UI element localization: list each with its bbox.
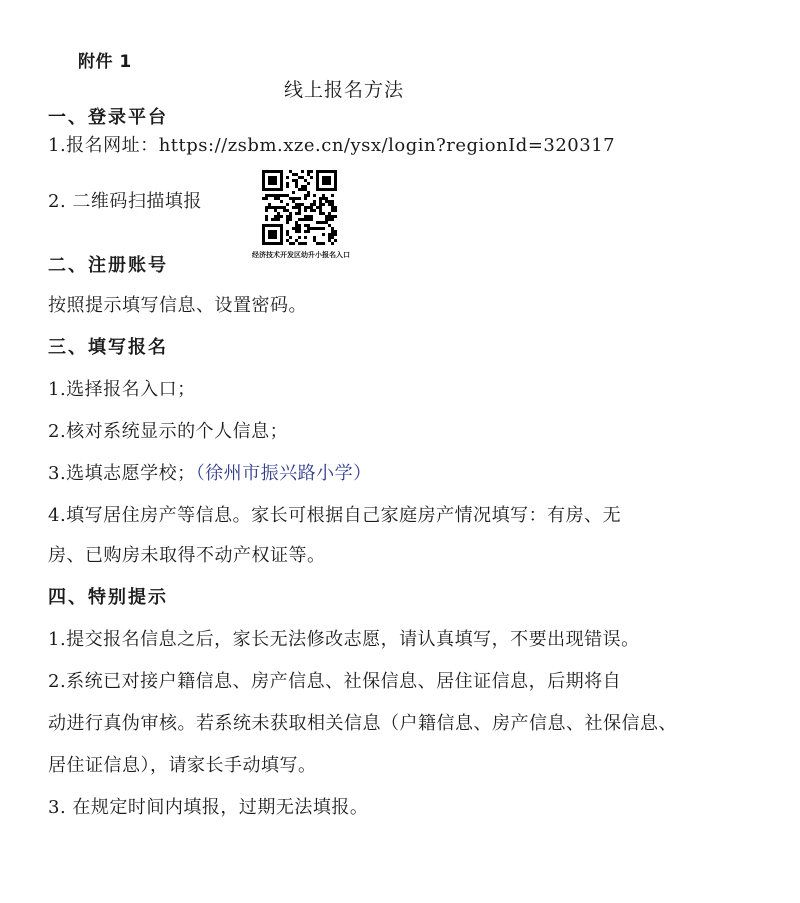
step-item-4-line2: 房、已购房未取得不动产权证等。 — [48, 545, 326, 566]
step-item-3 — [48, 462, 372, 486]
notice-item-2-line3: 居住证信息），请家长手动填写。 — [48, 755, 317, 776]
page-title: 线上报名方法 — [284, 79, 405, 101]
section4-heading: 四、特别提示 — [48, 587, 168, 608]
notice-item-2-line2: 动进行真伪审核。若系统未获取相关信息（户籍信息、房产信息、社保信息、 — [48, 713, 677, 734]
notice-item-3: 3. 在规定时间内填报，过期无法填报。 — [48, 797, 369, 818]
step-item-2: 2.核对系统显示的个人信息； — [48, 421, 289, 442]
qr-code — [244, 168, 356, 262]
notice-item-2-line1: 2.系统已对接户籍信息、房产信息、社保信息、居住证信息，后期将自 — [48, 671, 622, 692]
signup-url-prefix: 1.报名网址： — [48, 135, 159, 156]
section2-heading: 二、注册账号 — [48, 255, 168, 276]
qr-caption: 经济技术开发区幼升小报名入口 — [252, 251, 350, 259]
step-item-4-line1: 4.填写居住房产等信息。家长可根据自己家庭房产情况填写：有房、无 — [48, 505, 622, 526]
qr-code-graphic — [244, 168, 356, 248]
section3-heading: 三、填写报名 — [48, 337, 168, 358]
signup-url[interactable]: https://zsbm.xze.cn/ysx/login?regionId=320317 — [158, 135, 616, 156]
attachment-label: 附件 1 — [78, 52, 132, 72]
qr-scan-text: 2. 二维码扫描填报 — [48, 191, 202, 212]
notice-item-1: 1.提交报名信息之后，家长无法修改志愿，请认真填写，不要出现错误。 — [48, 629, 640, 650]
register-instruction: 按照提示填写信息、设置密码。 — [48, 295, 307, 316]
school-name: （徐州市振兴路小学） — [195, 463, 372, 484]
step-item-3-text: 3.选填志愿学校； — [48, 463, 196, 484]
signup-url-line — [48, 134, 615, 158]
step-item-1: 1.选择报名入口； — [48, 379, 196, 400]
section1-heading: 一、登录平台 — [48, 107, 168, 128]
